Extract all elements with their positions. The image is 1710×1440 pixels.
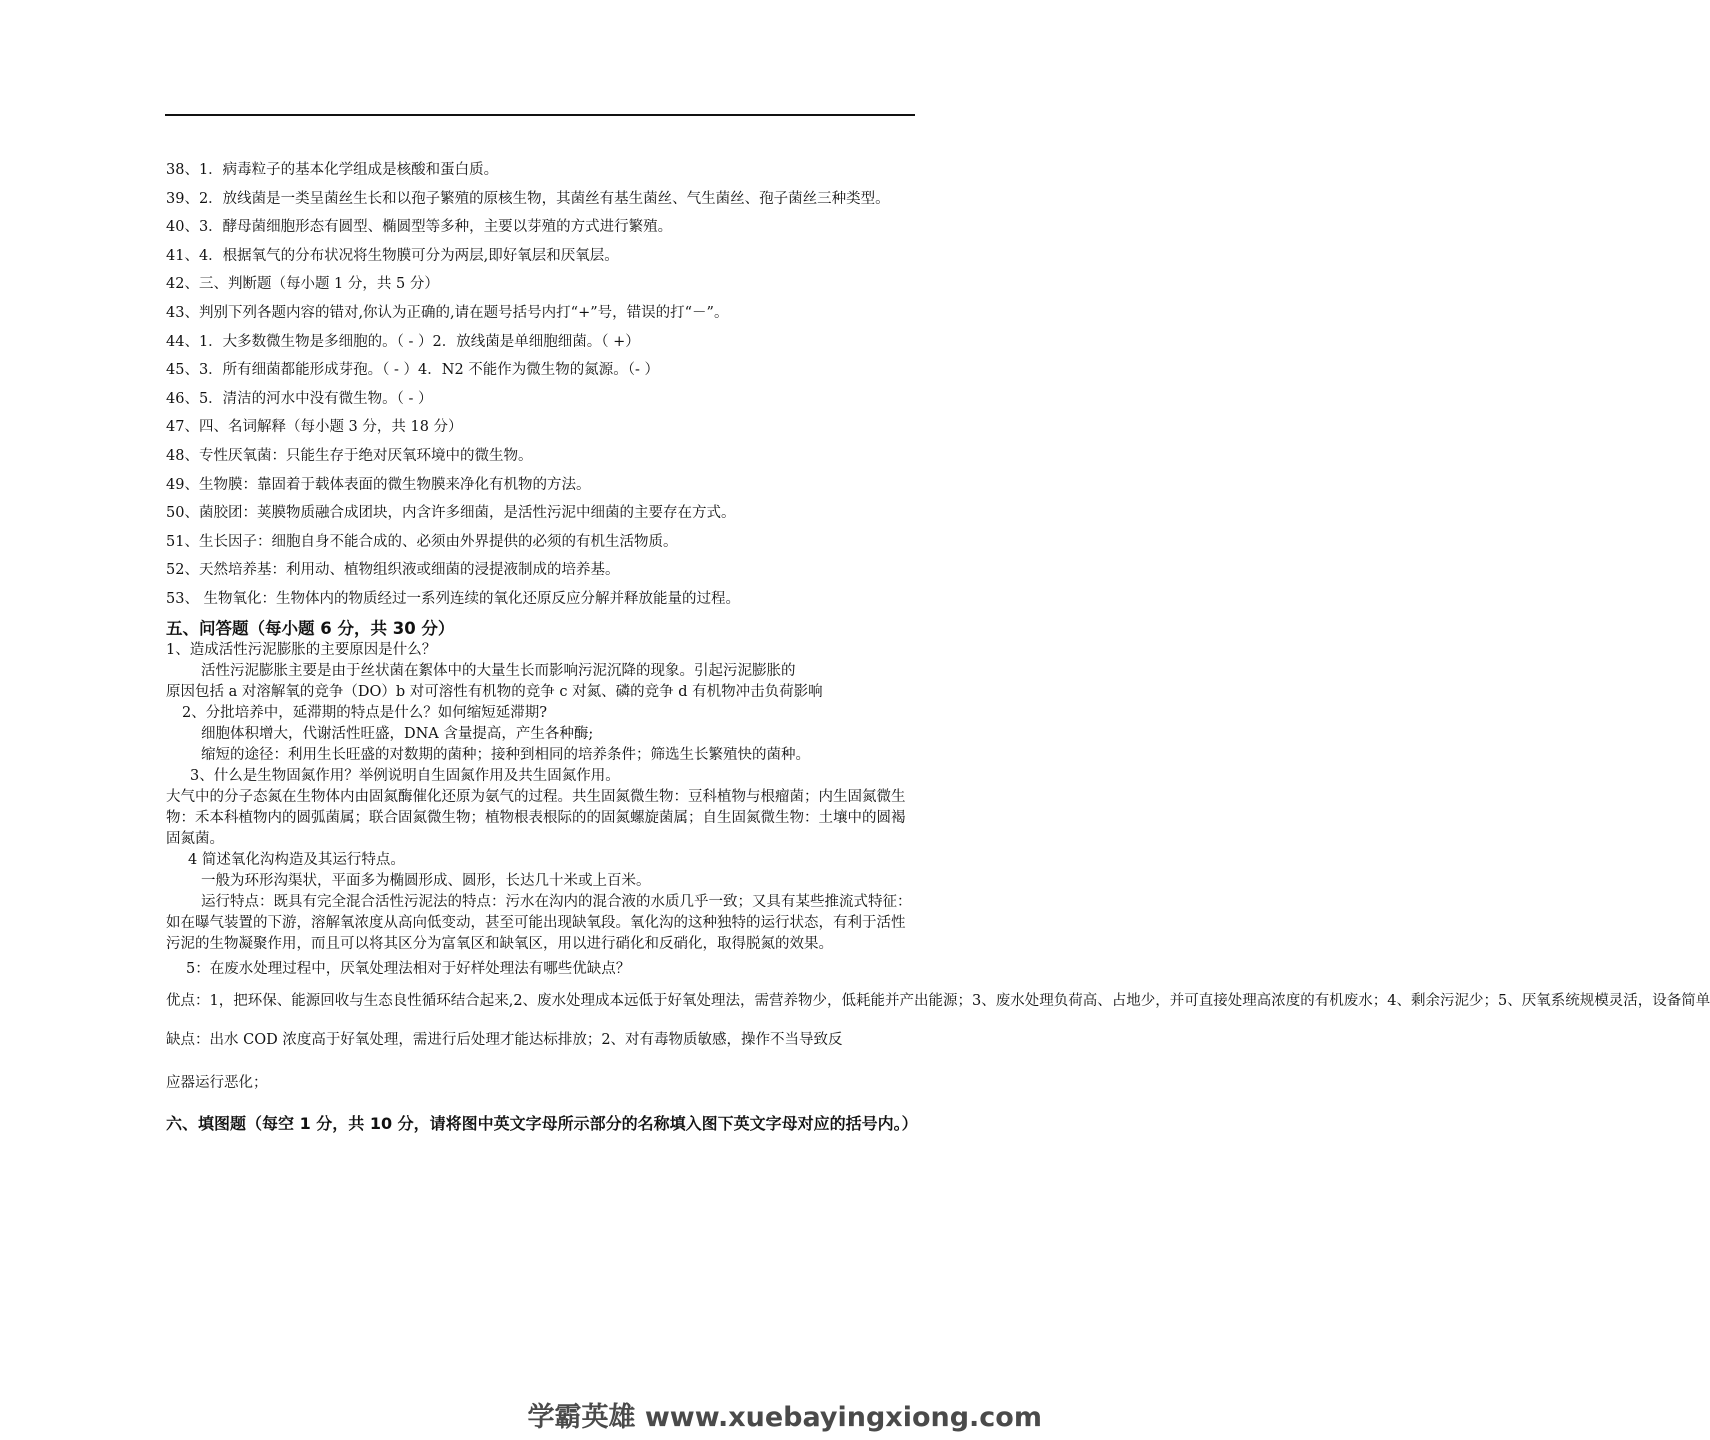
item-45: 45、3．所有细菌都能形成芽孢。（ - ）4．N2 不能作为微生物的氮源。（- ） [166,362,660,379]
item-50: 50、菌胶团：荚膜物质融合成团块，内含许多细菌，是活性污泥中细菌的主要存在方式。 [166,505,736,522]
section-5-heading: 五、问答题（每小题 6 分，共 30 分） [166,618,455,638]
question-3: 3、什么是生物固氮作用？举例说明自生固氮作用及共生固氮作用。 [190,767,620,784]
item-52: 52、天然培养基：利用动、植物组织液或细菌的浸提液制成的培养基。 [166,562,620,579]
item-51: 51、生长因子：细胞自身不能合成的、必须由外界提供的必须的有机生活物质。 [166,533,678,550]
document-body [166,156,1710,1138]
item-41: 41、4．根据氧气的分布状况将生物膜可分为两层,即好氧层和厌氧层。 [166,247,619,264]
item-39: 39、2．放线菌是一类呈菌丝生长和以孢子繁殖的原核生物，其菌丝有基生菌丝、气生菌丝、孢子菌丝三种类型。 [166,190,890,207]
item-42: 42、三、判断题（每小题 1 分，共 5 分） [166,276,439,293]
answer-4-line-2: 运行特点：既具有完全混合活性污泥法的特点：污水在沟内的混合液的水质几乎一致；又具有某些推流式特征：如在曝气装置的下游，溶解氧浓度从高向低变动，甚至可能出现缺氧段。氧化沟的这种独特的运行状态，有利于活性污泥的生物凝聚作用，而且可以将其区分为富氧区和缺氧区，用以进行硝化和反硝化，取得脱氮的效果。 [166,893,912,952]
item-40: 40、3．酵母菌细胞形态有圆型、椭圆型等多种，主要以芽殖的方式进行繁殖。 [166,219,673,236]
answer-1-line-2: 原因包括 a 对溶解氧的竞争（DO）b 对可溶性有机物的竞争 c 对氮、磷的竞争 d 有机物冲击负荷影响 [166,683,823,700]
answer-4-line-1: 一般为环形沟渠状，平面多为椭圆形成、圆形，长达几十米或上百米。 [201,872,651,889]
answer-5-advantages: 优点：1，把环保、能源回收与生态良性循环结合起来,2、废水处理成本远低于好氧处理法，需营养物少，低耗能并产出能源；3、废水处理负荷高、占地少，并可直接处理高浓度的有机废水；4、剩余污泥少；5、厌氧系统规模灵活，设备简单 [166,992,1710,1009]
answer-5-disadvantages-line-1: 缺点：出水 COD 浓度高于好氧处理，需进行后处理才能达标排放；2、对有毒物质敏感，操作不当导致反 [166,1031,843,1048]
question-4: 4 简述氧化沟构造及其运行特点。 [188,851,405,868]
spacer [166,1017,916,1025]
question-1: 1、造成活性污泥膨胀的主要原因是什么？ [166,641,437,658]
item-49: 49、生物膜：靠固着于载体表面的微生物膜来净化有机物的方法。 [166,476,591,493]
item-44: 44、1．大多数微生物是多细胞的。（ - ）2．放线菌是单细胞细菌。（ +） [166,333,640,350]
item-38: 38、1．病毒粒子的基本化学组成是核酸和蛋白质。 [166,162,499,178]
section-6-heading: 六、填图题（每空 1 分，共 10 分，请将图中英文字母所示部分的名称填入图下英文字母对应的括号内。） [166,1113,918,1133]
question-2: 2、分批培养中，延滞期的特点是什么？如何缩短延滞期? [182,704,547,721]
answer-3: 大气中的分子态氮在生物体内由固氮酶催化还原为氨气的过程。共生固氮微生物：豆科植物与根瘤菌；内生固氮微生物：禾本科植物内的圆弧菌属；联合固氮微生物；植物根表根际的的固氮螺旋菌属；自生固氮微生物：土壤中的圆褐固氮菌。 [166,788,906,847]
item-46: 46、5．清洁的河水中没有微生物。（ - ） [166,390,433,407]
item-43: 43、判别下列各题内容的错对,你认为正确的,请在题号括号内打“+”号，错误的打“－”。 [166,304,729,321]
item-48: 48、专性厌氧菌：只能生存于绝对厌氧环境中的微生物。 [166,447,533,464]
answer-2-line-1: 细胞体积增大，代谢活性旺盛，DNA 含量提高，产生各种酶; [201,725,594,742]
question-5: 5：在废水处理过程中，厌氧处理法相对于好样处理法有哪些优缺点？ [186,960,631,977]
item-47: 47、四、名词解释（每小题 3 分，共 18 分） [166,419,463,436]
answer-1-line-1: 活性污泥膨胀主要是由于丝状菌在絮体中的大量生长而影响污泥沉降的现象。引起污泥膨胀的 [201,662,796,679]
site-watermark: 学霸英雄 www.xuebayingxiong.com [527,1402,1042,1433]
header-rule [165,114,915,116]
answer-5-disadvantages-line-2: 应器运行恶化； [166,1074,268,1091]
answer-2-line-2: 缩短的途径：利用生长旺盛的对数期的菌种；接种到相同的培养条件；筛选生长繁殖快的菌种。 [201,746,810,763]
item-53: 53、 生物氧化：生物体内的物质经过一系列连续的氧化还原反应分解并释放能量的过程。 [166,590,741,607]
